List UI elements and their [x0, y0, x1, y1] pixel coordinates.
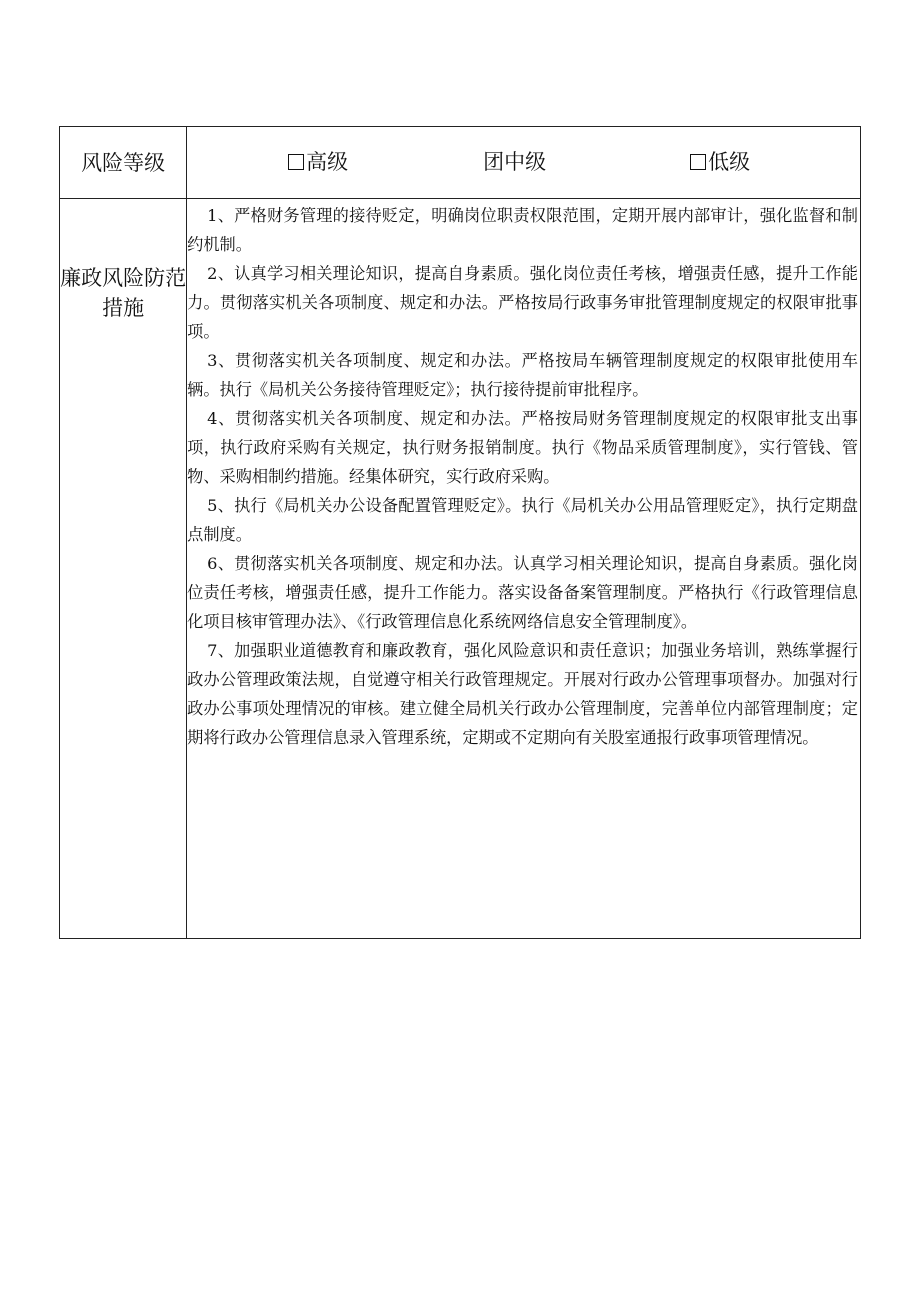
measure-item-3: 3、贯彻落实机关各项制度、规定和办法。严格按局车辆管理制度规定的权限审批使用车辆。执行《局机关公务接待管理贬定》；执行接待提前审批程序。: [187, 351, 858, 399]
empty-checkbox-icon[interactable]: [288, 154, 304, 170]
measure-item-5: 5、执行《局机关办公设备配置管理贬定》。执行《局机关办公用品管理贬定》，执行定期盘点制度。: [187, 496, 858, 544]
risk-level-high-text: 高级: [306, 150, 349, 174]
prevention-measures-label: 廉政风险防范措施: [60, 199, 187, 939]
prevention-measures-content: [187, 199, 861, 939]
measure-item-7: 7、加强职业道德教育和廉政教育，强化风险意识和责任意识；加强业务培训，熟练掌握行政办公管理政策法规，自觉遵守相关行政管理规定。开展对行政办公管理事项督办。加强对行政办公事项处理情况的审核。建立健全局机关行政办公管理制度，完善单位内部管理制度；定期将行政办公管理信息录入管理系统，定期或不定期向有关股室通报行政事项管理情况。: [187, 641, 858, 747]
measure-item-2: 2、认真学习相关理论知识，提高自身素质。强化岗位责任考核，增强责任感，提升工作能力。贯彻落实机关各项制度、规定和办法。严格按局行政事务审批管理制度规定的权限审批事项。: [187, 264, 858, 341]
empty-checkbox-icon[interactable]: [690, 154, 706, 170]
measure-item-4: 4、贯彻落实机关各项制度、规定和办法。严格按局财务管理制度规定的权限审批支出事项，执行政府采购有关规定，执行财务报销制度。执行《物品采质管理制度》，实行管钱、管物、采购相制约措施。经集体研究，实行政府采购。: [187, 409, 858, 486]
risk-level-high-option[interactable]: [288, 147, 348, 177]
risk-level-mid-text: 中级: [504, 150, 547, 174]
risk-level-mid-option[interactable]: [483, 147, 546, 177]
risk-level-options-cell: [187, 127, 861, 199]
risk-level-row: [60, 127, 861, 199]
measure-item-6: 6、贯彻落实机关各项制度、规定和办法。认真学习相关理论知识，提高自身素质。强化岗位责任考核，增强责任感，提升工作能力。落实设备备案管理制度。严格执行《行政管理信息化项目核审管理办法》、《行政管理信息化系统网络信息安全管理制度》。: [187, 554, 858, 631]
risk-level-label: 风险等级: [60, 127, 187, 199]
prevention-measures-row: [60, 199, 861, 939]
measure-item-1: 1、严格财务管理的接待贬定，明确岗位职责权限范围，定期开展内部审计，强化监督和制约机制。: [187, 206, 858, 254]
risk-prevention-table: [59, 126, 861, 939]
risk-level-options: [187, 127, 860, 198]
checked-mark-glyph: 团: [483, 150, 505, 174]
risk-level-low-text: 低级: [708, 150, 751, 174]
risk-level-low-option[interactable]: [690, 147, 750, 177]
